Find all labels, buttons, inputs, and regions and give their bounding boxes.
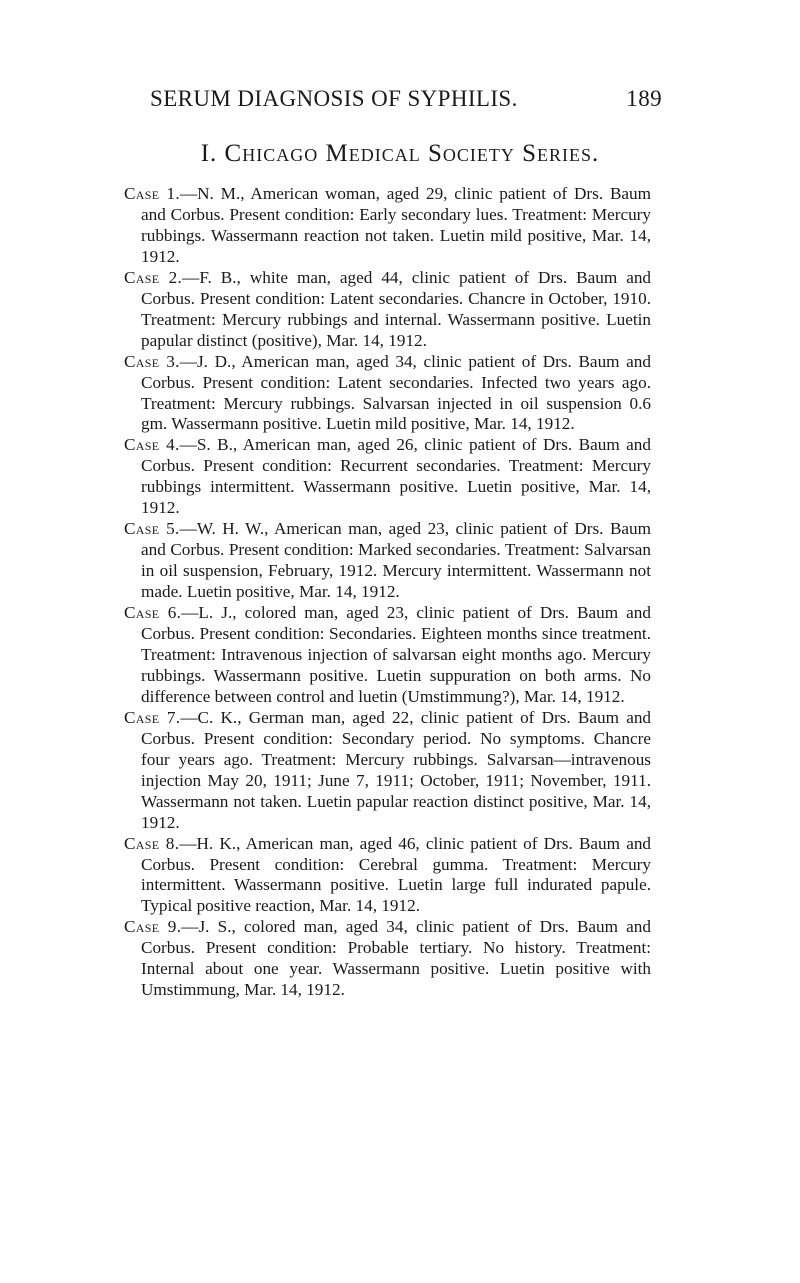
running-head-title: SERUM DIAGNOSIS OF SYPHILIS. bbox=[150, 86, 518, 111]
case-paragraph bbox=[124, 352, 651, 436]
case-label: Case 2. bbox=[124, 267, 183, 287]
case-paragraph bbox=[124, 917, 651, 1001]
case-paragraph bbox=[124, 184, 651, 268]
case-text: —W. H. W., American man, aged 23, clinic patient of Drs. Baum and Corbus. Present condition: Marked secondaries. Treatment: Salvarsan in oil suspension, February, 1912. Mercury intermittent. Wassermann not made. Luetin positive, Mar. 14, 1912. bbox=[141, 519, 652, 602]
case-label: Case 9. bbox=[124, 917, 182, 937]
case-text: —J. D., American man, aged 34, clinic patient of Drs. Baum and Corbus. Present condition: Latent secondaries. Infected two years ago. Treatment: Mercury rubbings. Salvarsan injected in oil suspension 0.6 gm. Wassermann positive. Luetin mild positive, Mar. 14, 1912. bbox=[141, 351, 651, 434]
case-text: —L. J., colored man, aged 23, clinic patient of Drs. Baum and Corbus. Present condition: Secondaries. Eighteen months since treatment. Treatment: Intravenous injection of salvarsan eight months ago. Mercury rubbings. Wassermann positive. Luetin suppuration on both arms. No difference between control and luetin (Umstimmung?), Mar. 14, 1912. bbox=[141, 603, 651, 706]
case-text: —C. K., German man, aged 22, clinic patient of Drs. Baum and Corbus. Present condition: Secondary period. No symptoms. Chancre four years ago. Treatment: Mercury rubbings. Salvarsan—intravenous injection May 20, 1911; June 7, 1911; October, 1911; November, 1911. Wassermann not taken. Luetin papular reaction distinct positive, Mar. 14, 1912. bbox=[141, 707, 652, 832]
case-text: —J. S., colored man, aged 34, clinic patient of Drs. Baum and Corbus. Present condition: Probable tertiary. No history. Treatment: Internal about one year. Wassermann positive. Luetin positive with Umstimmung, Mar. 14, 1912. bbox=[141, 917, 651, 1000]
case-paragraph bbox=[124, 708, 651, 834]
case-text: —H. K., American man, aged 46, clinic patient of Drs. Baum and Corbus. Present condition: Cerebral gumma. Treatment: Mercury intermittent. Wassermann positive. Luetin large full indurated papule. Typical positive reaction, Mar. 14, 1912. bbox=[141, 833, 652, 916]
running-head bbox=[150, 86, 662, 122]
case-list bbox=[124, 184, 651, 1001]
case-paragraph bbox=[124, 268, 651, 352]
case-text: —F. B., white man, aged 44, clinic patient of Drs. Baum and Corbus. Present condition: Latent secondaries. Chancre in October, 1910. Treatment: Mercury rubbings and internal. Wassermann positive. Luetin papular distinct (positive), Mar. 14, 1912. bbox=[141, 267, 652, 350]
case-label: Case 8. bbox=[124, 833, 180, 853]
case-label: Case 7. bbox=[124, 707, 181, 727]
section-title: I. Chicago Medical Society Series. bbox=[200, 140, 600, 167]
case-paragraph bbox=[124, 519, 651, 603]
case-text: —S. B., American man, aged 26, clinic patient of Drs. Baum and Corbus. Present condition: Recurrent secondaries. Treatment: Mercury rubbings intermittent. Wassermann positive. Luetin positive, Mar. 14, 1912. bbox=[141, 435, 651, 518]
case-paragraph bbox=[124, 435, 651, 519]
case-label: Case 3. bbox=[124, 351, 180, 371]
page-number: 189 bbox=[626, 86, 662, 111]
case-paragraph bbox=[124, 603, 651, 708]
case-text: —N. M., American woman, aged 29, clinic patient of Drs. Baum and Corbus. Present condition: Early secondary lues. Treatment: Mercury rubbings. Wassermann reaction not taken. Luetin mild positive, Mar. 14, 1912. bbox=[141, 184, 651, 266]
case-label: Case 1. bbox=[124, 184, 180, 203]
case-paragraph bbox=[124, 834, 651, 918]
case-label: Case 5. bbox=[124, 519, 180, 539]
case-label: Case 6. bbox=[124, 603, 182, 623]
case-label: Case 4. bbox=[124, 435, 180, 455]
